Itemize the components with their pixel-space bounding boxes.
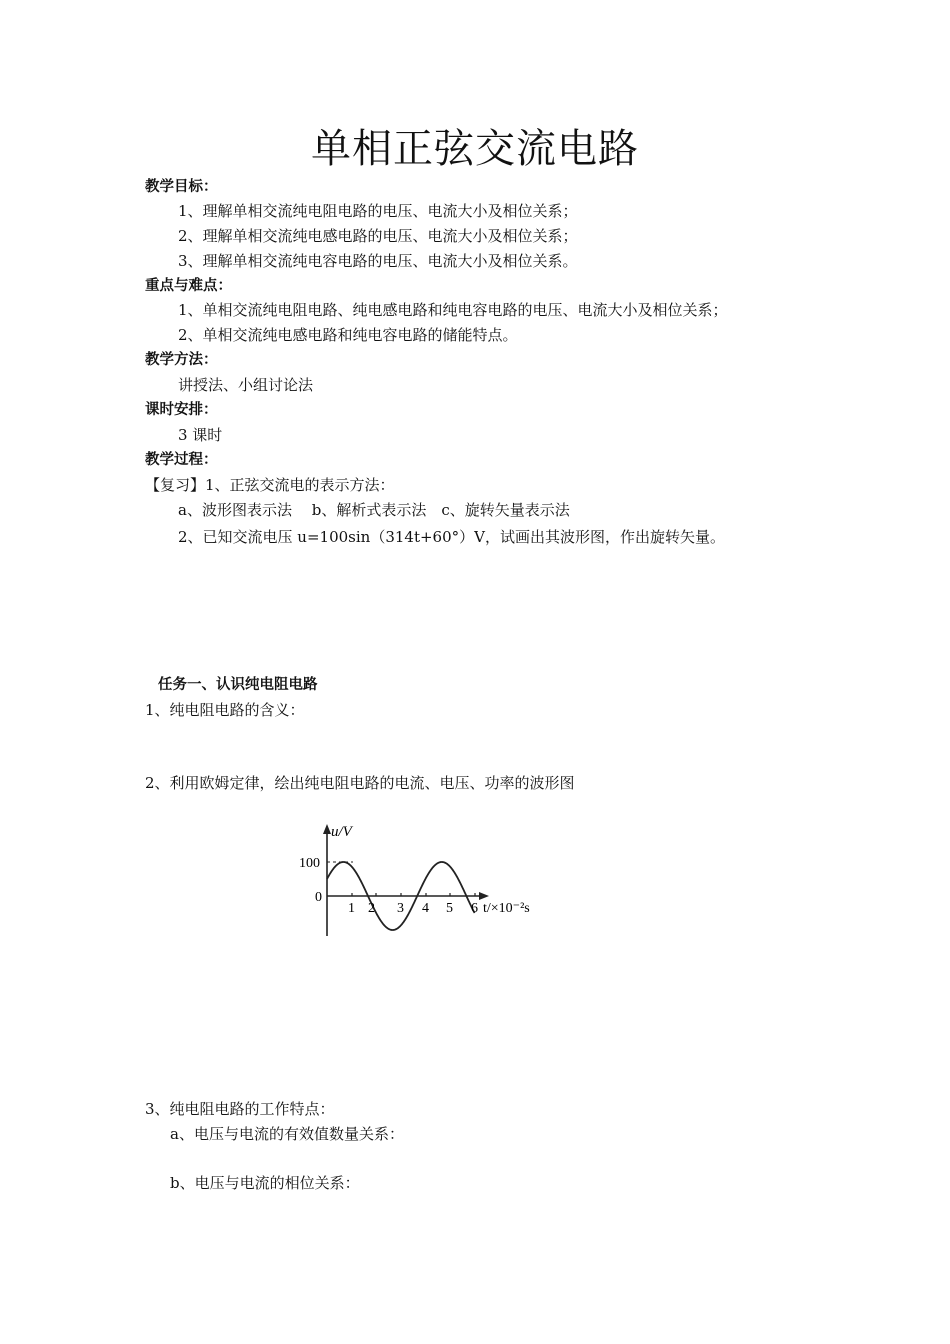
key-point-item: 1、单相交流纯电阻电路、纯电感电路和纯电容电路的电压、电流大小及相位关系；: [178, 301, 728, 319]
objective-item: 3、理解单相交流纯电容电路的电压、电流大小及相位关系。: [178, 252, 578, 270]
process-heading: 教学过程：: [145, 452, 218, 468]
x-tick-label: 1: [348, 901, 355, 916]
x-tick-label: 6: [471, 901, 478, 916]
key-points-heading: 重点与难点：: [145, 278, 232, 294]
voltage-waveform-figure: [295, 820, 545, 940]
page-title: 单相正弦交流电路: [311, 126, 639, 172]
y-tick-label: 100: [299, 856, 320, 871]
objective-item: 1、理解单相交流纯电阻电路的电压、电流大小及相位关系；: [178, 202, 578, 220]
origin-label: 0: [315, 890, 322, 905]
method-heading: 教学方法：: [145, 352, 218, 368]
hours-text: 3 课时: [178, 426, 223, 444]
task1-question-2: 2、利用欧姆定律，绘出纯电阻电路的电流、电压、功率的波形图: [145, 774, 575, 792]
key-point-item: 2、单相交流纯电感电路和纯电容电路的储能特点。: [178, 326, 518, 344]
task1-question-3b: b、电压与电流的相位关系：: [170, 1174, 360, 1192]
x-axis-arrow: [479, 892, 489, 900]
review-line: 【复习】1、正弦交流电的表示方法：: [145, 476, 395, 494]
task1-question-3: 3、纯电阻电路的工作特点：: [145, 1100, 335, 1118]
method-text: 讲授法、小组讨论法: [178, 376, 314, 394]
y-axis-arrow: [323, 824, 331, 834]
x-axis-label: t/×10⁻²s: [483, 901, 530, 916]
x-tick-label: 5: [446, 901, 453, 916]
task1-heading: 任务一、认识纯电阻电路: [158, 677, 318, 693]
objective-item: 2、理解单相交流纯电感电路的电压、电流大小及相位关系；: [178, 227, 578, 245]
waveform-svg: [295, 820, 545, 940]
review-question: 2、已知交流电压 u=100sin（314t+60°）V，试画出其波形图，作出旋转矢量。: [178, 528, 725, 546]
hours-heading: 课时安排：: [145, 402, 218, 418]
x-tick-label: 3: [397, 901, 404, 916]
review-sub-line: a、波形图表示法 b、解析式表示法 c、旋转矢量表示法: [178, 501, 570, 519]
x-tick-label: 2: [368, 901, 375, 916]
y-axis-label: u/V: [331, 824, 352, 840]
objectives-heading: 教学目标：: [145, 179, 218, 195]
task1-question-3a: a、电压与电流的有效值数量关系：: [170, 1125, 404, 1143]
task1-question-1: 1、纯电阻电路的含义：: [145, 701, 305, 719]
x-tick-label: 4: [422, 901, 429, 916]
